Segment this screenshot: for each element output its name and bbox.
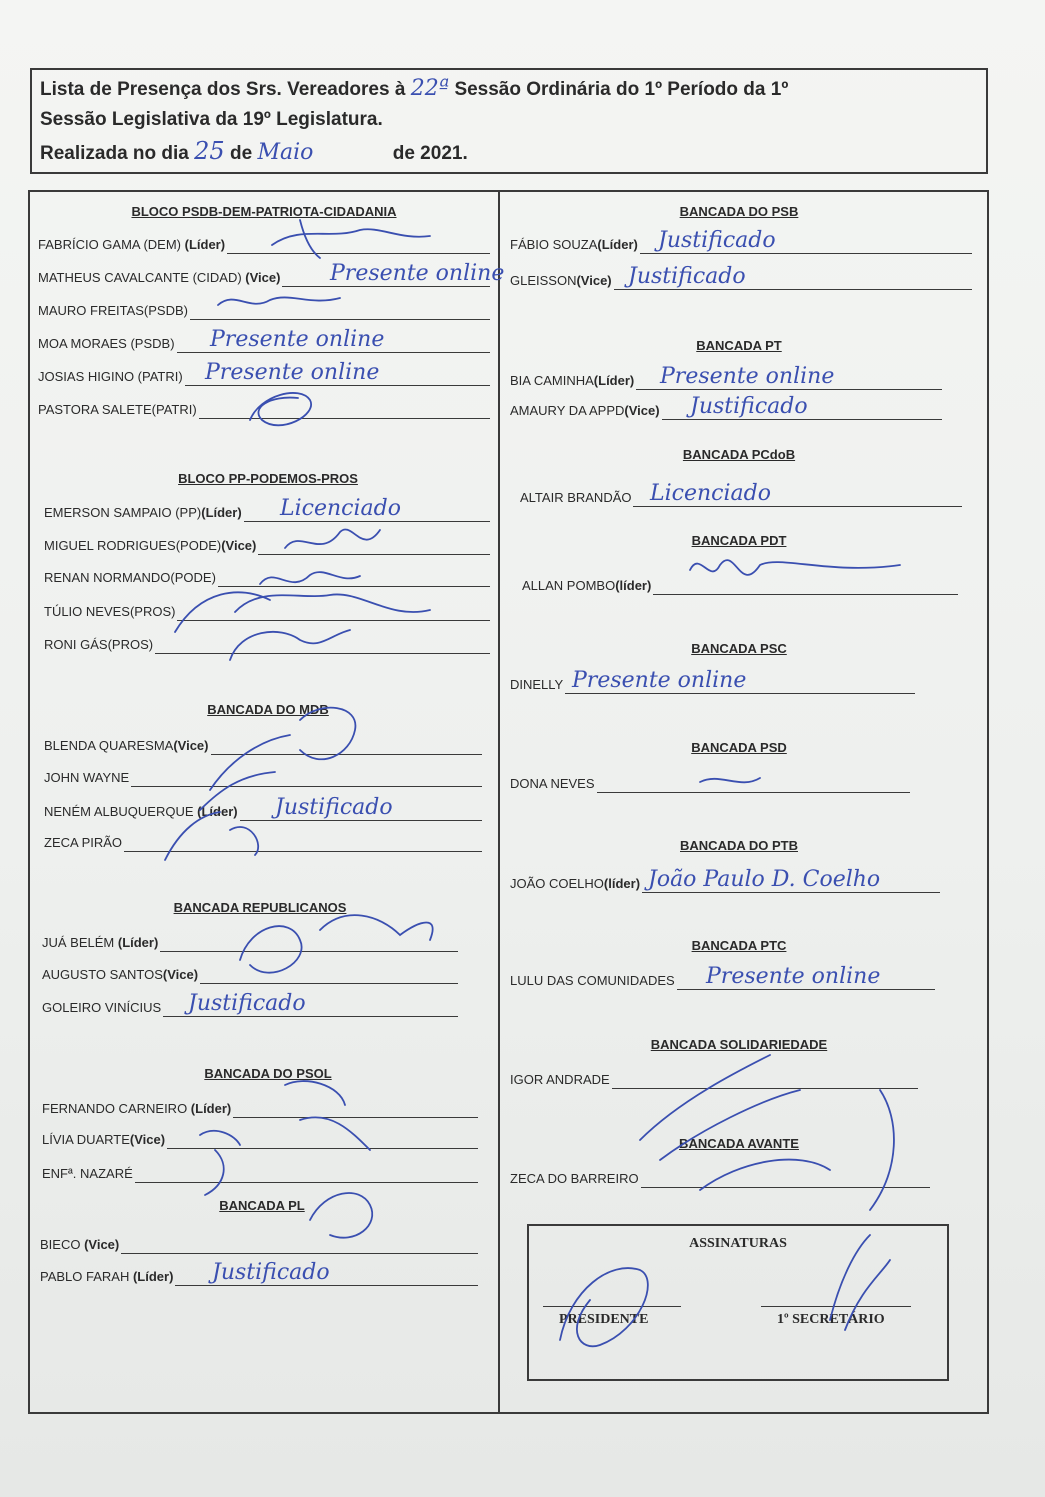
- group-title: BANCADA PSD: [691, 740, 787, 755]
- member-name: [520, 490, 631, 505]
- member-name: [510, 973, 675, 988]
- member-name-text: RENAN NORMANDO(PODE): [44, 570, 216, 585]
- group-title: BANCADA DO MDB: [207, 702, 329, 717]
- member-row: [510, 964, 935, 992]
- handwritten-status: Justificado: [188, 991, 306, 1016]
- member-name-text: JOSIAS HIGINO (PATRI): [38, 369, 183, 384]
- member-row: [510, 394, 942, 422]
- member-row: [510, 228, 972, 256]
- member-role: (Vice): [221, 538, 257, 553]
- president-label: PRESIDENTE: [559, 1312, 649, 1327]
- member-row: [42, 991, 458, 1019]
- member-name-text: ALTAIR BRANDÃO: [520, 490, 632, 505]
- member-name-text: MOA MORAES (PSDB): [38, 336, 175, 351]
- signatures-box: [527, 1224, 949, 1381]
- member-name-text: RONI GÁS(PROS): [44, 637, 154, 652]
- member-name-text: IGOR ANDRADE: [510, 1072, 610, 1087]
- signature-line: [227, 253, 490, 254]
- signature-line: [543, 1306, 681, 1307]
- member-name-text: LÍVIA DUARTE: [42, 1132, 130, 1147]
- signature-line: [633, 506, 962, 507]
- member-row: [510, 773, 910, 795]
- member-row: [510, 1069, 918, 1091]
- member-name: [522, 578, 651, 593]
- member-row: [38, 327, 490, 355]
- group-title: BLOCO PSDB-DEM-PATRIOTA-CIDADANIA: [131, 204, 397, 219]
- member-name-text: GLEISSON: [510, 273, 577, 288]
- member-role: (Líder): [593, 373, 635, 388]
- group-title: BANCADA PDT: [691, 533, 787, 548]
- secretary-label: 1º SECRETÁRIO: [777, 1312, 885, 1327]
- member-row: [44, 567, 490, 589]
- signature-line: [240, 820, 482, 821]
- member-name-text: NENÉM ALBUQUERQUE: [44, 804, 198, 819]
- member-row: [510, 1168, 930, 1190]
- signature-line: [190, 319, 490, 320]
- member-name: [40, 1269, 173, 1284]
- member-name: [510, 776, 595, 791]
- group-title: BANCADA PTC: [691, 938, 787, 953]
- member-role: (Vice): [245, 270, 281, 285]
- member-row: [44, 634, 490, 656]
- member-row: [44, 496, 490, 524]
- handwritten-status: Justificado: [275, 795, 393, 820]
- handwritten-status: Presente online: [205, 360, 380, 385]
- header-text: Sessão Ordinária do 1º Período da 1º: [454, 79, 789, 100]
- member-role: (Vice): [162, 967, 199, 982]
- member-row: [510, 364, 942, 392]
- member-name: [38, 402, 197, 417]
- member-name-text: LULU DAS COMUNIDADES: [510, 973, 675, 988]
- member-name: [510, 876, 640, 891]
- member-row: [44, 832, 482, 854]
- member-name-text: FERNANDO CARNEIRO: [42, 1101, 191, 1116]
- signature-line: [677, 989, 935, 990]
- member-row: [44, 767, 482, 789]
- member-name: [510, 237, 638, 252]
- member-name: [510, 1072, 610, 1087]
- signature-line: [612, 1088, 918, 1089]
- member-name-text: FABRÍCIO GAMA (DEM): [38, 237, 185, 252]
- member-role: (Líder): [132, 1269, 174, 1284]
- member-name: [38, 237, 225, 252]
- signature-line: [185, 385, 490, 386]
- member-name: [38, 270, 280, 285]
- handwritten-status: Licenciado: [650, 481, 771, 506]
- handwritten-status: Presente online: [706, 964, 881, 989]
- signature-line: [218, 586, 490, 587]
- header-line-3: [40, 136, 468, 169]
- member-role: (Vice): [129, 1132, 166, 1147]
- header-text: Realizada no dia: [40, 143, 189, 164]
- signature-line: [124, 851, 482, 852]
- member-name: [44, 538, 256, 553]
- member-name: [42, 1000, 161, 1015]
- member-row: [38, 261, 505, 289]
- signature-line: [642, 892, 940, 893]
- member-name: [510, 677, 563, 692]
- group-title: BLOCO PP-PODEMOS-PROS: [178, 471, 358, 486]
- member-row: [40, 1234, 478, 1256]
- member-name-text: BIA CAMINHA: [510, 373, 594, 388]
- signature-line: [199, 418, 490, 419]
- signature-line: [614, 289, 972, 290]
- column-divider: [498, 190, 500, 1414]
- member-name: [510, 273, 612, 288]
- member-name-text: FÁBIO SOUZA: [510, 237, 598, 252]
- member-role: (Vice): [576, 273, 612, 288]
- header-line-1: [40, 74, 788, 105]
- signature-line: [636, 389, 942, 390]
- member-row: [40, 1260, 478, 1288]
- session-month: Maio: [257, 140, 314, 165]
- member-name-text: ZECA DO BARREIRO: [510, 1171, 639, 1186]
- member-name-text: ENFª. NAZARÉ: [42, 1166, 133, 1181]
- member-row: [42, 1098, 478, 1120]
- session-day: 25: [194, 137, 225, 165]
- member-name: [38, 369, 183, 384]
- member-role: (Líder): [117, 935, 159, 950]
- member-name: [44, 738, 209, 753]
- member-name-text: MAURO FREITAS(PSDB): [38, 303, 188, 318]
- member-name-text: MATHEUS CAVALCANTE (CIDAD): [38, 270, 246, 285]
- member-name: [44, 637, 153, 652]
- handwritten-status: Justificado: [690, 394, 808, 419]
- member-name-text: JOÃO COELHO: [510, 876, 604, 891]
- signature-line: [258, 554, 490, 555]
- member-name: [42, 1132, 165, 1147]
- signature-line: [653, 594, 958, 595]
- header-box: [30, 68, 988, 174]
- handwritten-status: Presente online: [660, 364, 835, 389]
- header-text: de: [229, 143, 253, 164]
- member-name-text: AMAURY DA APPD: [510, 403, 625, 418]
- group-title: BANCADA DO PTB: [680, 838, 798, 853]
- member-row: [44, 735, 482, 757]
- member-name: [44, 804, 238, 819]
- member-role: (Vice): [624, 403, 660, 418]
- signature-line: [640, 253, 972, 254]
- signature-line: [233, 1117, 478, 1118]
- member-name: [40, 1237, 119, 1252]
- member-role: (Vice): [84, 1237, 120, 1252]
- member-role: (Líder): [184, 237, 226, 252]
- group-title: BANCADA DO PSOL: [204, 1066, 332, 1081]
- member-name: [38, 303, 188, 318]
- handwritten-status: João Paulo D. Coelho: [648, 867, 881, 892]
- group-title: BANCADA DO PSB: [679, 204, 799, 219]
- header-text: de 2021.: [392, 143, 468, 164]
- signature-line: [160, 951, 458, 952]
- signature-line: [565, 693, 915, 694]
- member-name: [510, 1171, 639, 1186]
- member-name: [42, 1101, 231, 1116]
- handwritten-status: Licenciado: [280, 496, 401, 521]
- member-row: [38, 399, 490, 421]
- group-title: BANCADA PSC: [691, 641, 787, 656]
- member-name-text: AUGUSTO SANTOS: [42, 967, 163, 982]
- handwritten-status: Presente online: [210, 327, 385, 352]
- member-name-text: JOHN WAYNE: [44, 770, 130, 785]
- member-role: (Líder): [201, 505, 242, 520]
- member-name-text: BLENDA QUARESMA: [44, 738, 174, 753]
- member-name: [44, 570, 216, 585]
- member-name: [42, 935, 158, 950]
- member-row: [510, 668, 915, 696]
- member-row: [44, 535, 490, 557]
- signature-line: [662, 419, 942, 420]
- member-name-text: ZECA PIRÃO: [44, 835, 123, 850]
- handwritten-status: Justificado: [212, 1260, 330, 1285]
- member-row: [42, 932, 458, 954]
- group-title: BANCADA SOLIDARIEDADE: [650, 1037, 828, 1052]
- member-name-text: JUÁ BELÉM: [42, 935, 118, 950]
- signature-line: [155, 653, 490, 654]
- handwritten-status: Presente online: [330, 261, 505, 286]
- member-row: [38, 300, 490, 322]
- member-name-text: EMERSON SAMPAIO (PP): [44, 505, 202, 520]
- member-row: [520, 481, 962, 509]
- group-title: BANCADA AVANTE: [679, 1136, 799, 1151]
- member-row: [38, 234, 490, 256]
- signature-line: [597, 792, 910, 793]
- member-name-text: PABLO FARAH: [40, 1269, 133, 1284]
- signature-line: [175, 1285, 478, 1286]
- member-role: (líder): [603, 876, 641, 891]
- member-name: [510, 373, 634, 388]
- signature-line: [244, 521, 490, 522]
- member-name: [44, 604, 175, 619]
- member-row: [510, 867, 940, 895]
- member-name-text: TÚLIO NEVES(PROS): [44, 604, 176, 619]
- signature-line: [177, 620, 490, 621]
- member-role: (líder): [615, 578, 652, 593]
- signature-line: [121, 1253, 478, 1254]
- signature-line: [135, 1182, 478, 1183]
- member-name-text: PASTORA SALETE(PATRI): [38, 402, 197, 417]
- handwritten-status: Presente online: [572, 668, 747, 693]
- member-name-text: BIECO: [40, 1237, 85, 1252]
- signature-line: [167, 1148, 478, 1149]
- member-name: [44, 835, 122, 850]
- member-name-text: DONA NEVES: [510, 776, 595, 791]
- handwritten-status: Justificado: [658, 228, 776, 253]
- member-row: [42, 1129, 478, 1151]
- signature-line: [200, 983, 458, 984]
- header-text: Lista de Presença dos Srs. Vereadores à: [40, 79, 406, 100]
- member-row: [522, 575, 958, 597]
- signature-line: [163, 1016, 458, 1017]
- member-role: (Líder): [197, 804, 238, 819]
- signature-line: [177, 352, 490, 353]
- member-row: [510, 264, 972, 292]
- member-role: (Líder): [597, 237, 638, 252]
- member-name: [42, 1166, 133, 1181]
- group-title: BANCADA PL: [219, 1198, 305, 1213]
- member-name-text: ALLAN POMBO: [522, 578, 616, 593]
- signature-line: [282, 286, 490, 287]
- member-role: (Líder): [190, 1101, 232, 1116]
- signatures-title: ASSINATURAS: [689, 1236, 787, 1251]
- member-row: [38, 360, 490, 388]
- signature-line: [131, 786, 482, 787]
- member-name: [44, 505, 242, 520]
- member-name-text: DINELLY: [510, 677, 564, 692]
- group-title: BANCADA PCdoB: [682, 447, 796, 462]
- member-row: [42, 1163, 478, 1185]
- signature-line: [761, 1306, 911, 1307]
- member-name: [42, 967, 198, 982]
- header-line-2: Sessão Legislativa da 19º Legislatura.: [40, 109, 383, 130]
- member-row: [44, 795, 482, 823]
- member-name-text: GOLEIRO VINÍCIUS: [42, 1000, 162, 1015]
- signature-line: [211, 754, 483, 755]
- member-name: [38, 336, 175, 351]
- session-number: 22ª: [410, 76, 450, 101]
- group-title: BANCADA REPUBLICANOS: [173, 900, 347, 915]
- member-row: [44, 601, 490, 623]
- member-name: [510, 403, 660, 418]
- member-name-text: MIGUEL RODRIGUES(PODE): [44, 538, 222, 553]
- member-name: [44, 770, 129, 785]
- group-title: BANCADA PT: [696, 338, 782, 353]
- signature-line: [641, 1187, 930, 1188]
- handwritten-status: Justificado: [628, 264, 746, 289]
- member-row: [42, 964, 458, 986]
- member-role: (Vice): [173, 738, 209, 753]
